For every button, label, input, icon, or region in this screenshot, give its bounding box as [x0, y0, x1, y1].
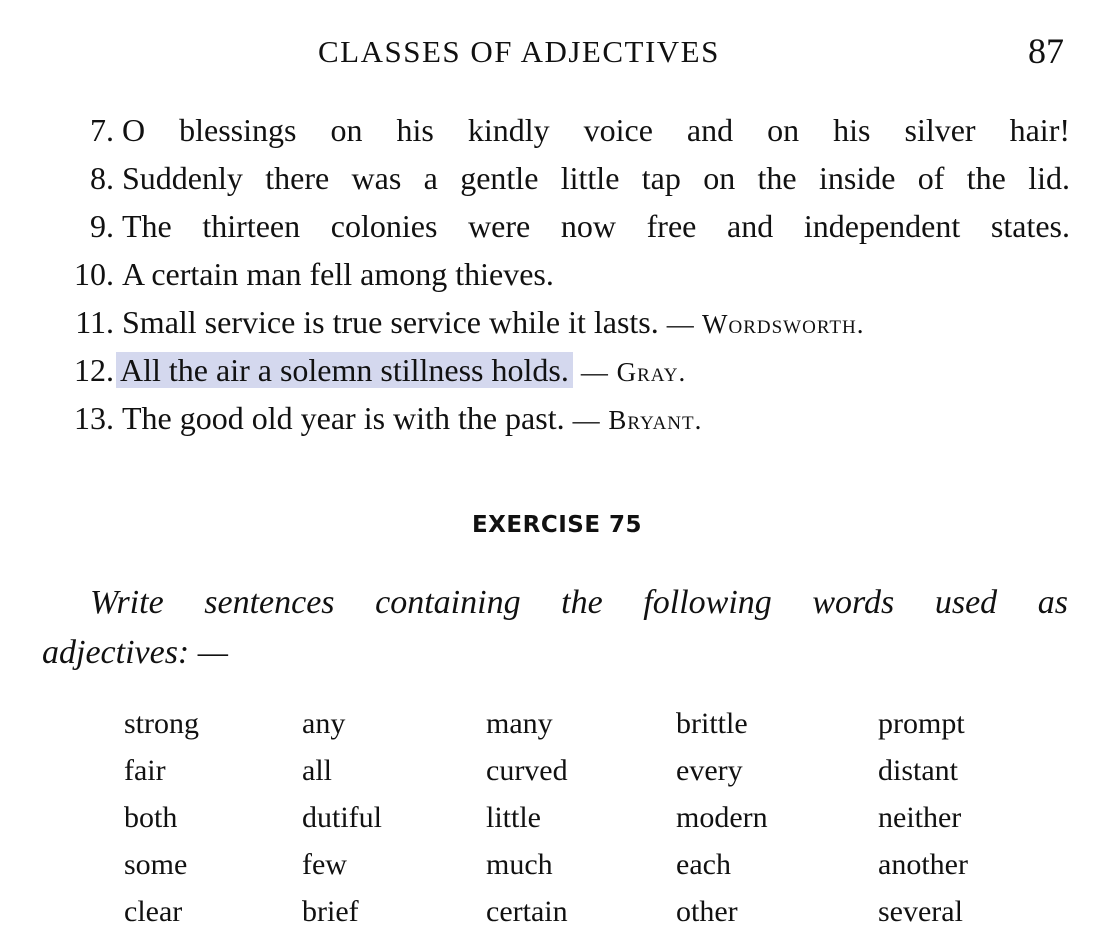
word-item: prompt [878, 707, 965, 740]
word-row [124, 700, 1024, 747]
sentence-item-10 [0, 252, 1114, 296]
word-item: other [676, 895, 738, 928]
sentence-text[interactable]: The good old year is with the past. [122, 400, 565, 436]
sentence-text[interactable]: The thirteen colonies were now free and independent states. [122, 208, 1070, 244]
word-item: fair [124, 754, 166, 787]
word-item: several [878, 895, 963, 928]
sentence-item-11 [0, 300, 1114, 344]
word-grid [124, 700, 1024, 935]
sentence-author: — Wordsworth. [666, 309, 865, 339]
instruction-line-1: Write sentences containing the following words used as [90, 584, 1068, 621]
word-item: any [302, 707, 346, 740]
word-item: little [486, 801, 541, 834]
word-item: many [486, 707, 553, 740]
sentence-number: 8. [90, 160, 114, 196]
sentence-text[interactable]: O blessings on his kindly voice and on his silver hair! [122, 112, 1070, 148]
word-item: each [676, 848, 731, 881]
sentence-item-12 [0, 348, 1114, 392]
word-item: neither [878, 801, 962, 834]
word-row [124, 888, 1024, 935]
sentence-text[interactable]: A certain man fell among thieves. [122, 256, 554, 292]
sentence-number: 9. [90, 208, 114, 244]
word-item: much [486, 848, 553, 881]
word-item: dutiful [302, 801, 382, 834]
sentence-text-wrap [122, 396, 702, 442]
sentence-author: — Bryant. [572, 405, 703, 435]
exercise-title: EXERCISE 75 [471, 512, 643, 538]
running-head: CLASSES OF ADJECTIVES [318, 34, 720, 69]
sentence-number: 12. [74, 352, 114, 388]
sentence-number: 11. [75, 304, 114, 340]
word-item: some [124, 848, 188, 881]
word-row [124, 794, 1024, 841]
exercise-instruction [42, 578, 1068, 678]
word-item: brittle [676, 707, 748, 740]
word-item: strong [124, 707, 199, 740]
sentence-number: 13. [74, 400, 114, 436]
word-item: every [676, 754, 743, 787]
word-item: clear [124, 895, 183, 928]
word-item: all [302, 754, 332, 787]
sentence-item-8 [0, 156, 1114, 200]
sentence-item-7 [0, 108, 1114, 152]
word-item: both [124, 801, 178, 834]
sentence-text[interactable]: Suddenly there was a gentle little tap on the inside of the lid. [122, 160, 1070, 196]
word-item: curved [486, 754, 568, 787]
sentence-text-wrap [122, 348, 686, 394]
word-item: few [302, 848, 347, 881]
word-item: modern [676, 801, 768, 834]
sentence-number: 7. [90, 112, 114, 148]
word-item: another [878, 848, 968, 881]
sentence-text-wrap [122, 300, 864, 346]
page-header [0, 28, 1114, 78]
instruction-line-2: adjectives: — [42, 634, 228, 671]
sentence-item-13 [0, 396, 1114, 440]
word-row [124, 747, 1024, 794]
word-item: distant [878, 754, 958, 787]
sentence-text[interactable]: Small service is true service while it lasts. [122, 304, 659, 340]
word-item: brief [302, 895, 359, 928]
highlighted-sentence-text[interactable]: All the air a solemn stillness holds. [116, 352, 573, 388]
sentence-number: 10. [74, 256, 114, 292]
sentence-item-9 [0, 204, 1114, 248]
word-item: certain [486, 895, 568, 928]
word-row [124, 841, 1024, 888]
page-number: 87 [1028, 31, 1064, 71]
sentence-author: — Gray. [580, 357, 687, 387]
